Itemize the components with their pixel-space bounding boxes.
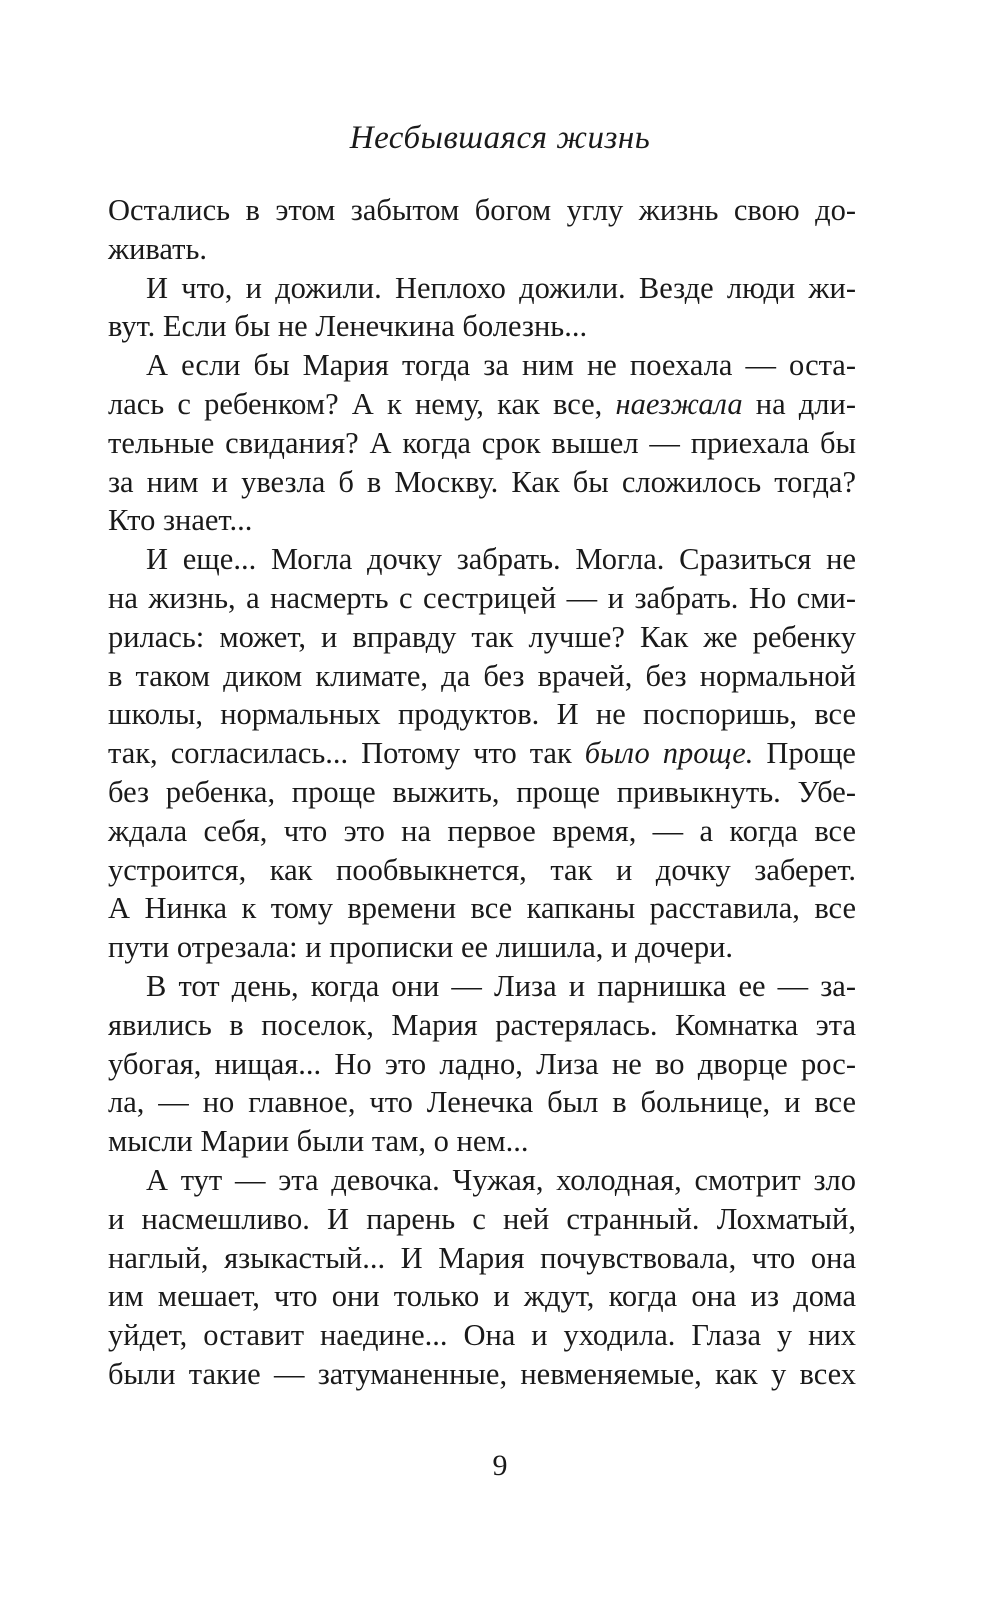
text-line: живать. (108, 231, 208, 266)
page-number: 9 (492, 1449, 508, 1482)
text-line: убогая, нищая... Но это ладно, Лиза не во дворце рос- (108, 1046, 856, 1081)
text-line (108, 734, 856, 773)
text-line: ждала себя, что это на первое время, — а когда все (108, 813, 856, 848)
text-line: ла, — но главное, что Ленечка был в больнице, и все (108, 1085, 856, 1120)
text-line: И еще... Могла дочку забрать. Могла. Сразиться не (146, 542, 856, 577)
text-line: В тот день, когда они — Лиза и парнишка ее — за- (146, 969, 856, 1003)
text-line: были такие — затуманенные, невменяемые, как у всех (108, 1357, 856, 1391)
text-line: устроится, как пообвыкнется, так и дочку заберет. (108, 852, 856, 887)
text-line: им мешает, что они только и ждут, когда она из дома (108, 1279, 856, 1314)
text-line: за ним и увезла б в Москву. Как бы сложилось тогда? (108, 464, 856, 499)
text-line: тельные свидания? А когда срок вышел — приехала бы (108, 425, 856, 460)
text-line: Остались в этом забытом богом углу жизнь свою до- (108, 193, 856, 227)
text-line: без ребенка, проще выжить, проще привыкнуть. Убе- (108, 775, 856, 809)
text-line: уйдет, оставит наедине... Она и уходила. Глаза у них (108, 1318, 856, 1353)
text-line: Кто знает... (108, 503, 253, 538)
text-line: А тут — эта девочка. Чужая, холодная, смотрит зло (146, 1163, 856, 1197)
text-line: вут. Если бы не Ленечкина болезнь... (108, 309, 588, 344)
text-line: А если бы Мария тогда за ним не поехала — оста- (146, 348, 856, 383)
text-line: И что, и дожили. Неплохо дожили. Везде люди жи- (146, 270, 856, 305)
text-line: наглый, языкастый... И Мария почувствовала, что она (108, 1240, 856, 1275)
text-line: и насмешливо. И парень с ней странный. Лохматый, (108, 1201, 856, 1236)
emphasis-text: было проще. (584, 736, 754, 771)
text-segment: лась с ребенком? А к нему, как все, (108, 387, 616, 421)
text-line: школы, нормальных продуктов. И не поспоришь, все (108, 697, 856, 732)
text-line: на жизнь, а насмерть с сестрицей — и забрать. Но сми- (108, 581, 856, 615)
text-line (108, 385, 856, 424)
text-segment: так, согласилась... Потому что так (108, 736, 585, 771)
text-line: рилась: может, и вправду так лучше? Как же ребенку (108, 619, 856, 654)
text-line: А Нинка к тому времени все капканы расставила, все (108, 891, 856, 926)
text-segment: Проще (753, 736, 856, 771)
text-segment: на дли- (742, 387, 856, 421)
text-line: явились в поселок, Мария растерялась. Комнатка эта (108, 1007, 856, 1042)
running-head: Несбывшаяся жизнь (349, 120, 651, 156)
text-line: пути отрезала: и прописки ее лишила, и дочери. (108, 930, 734, 965)
emphasis-text: наезжала (615, 387, 743, 421)
text-line: мысли Марии были там, о нем... (108, 1124, 529, 1159)
text-line: в таком диком климате, да без врачей, без нормальной (108, 658, 856, 693)
